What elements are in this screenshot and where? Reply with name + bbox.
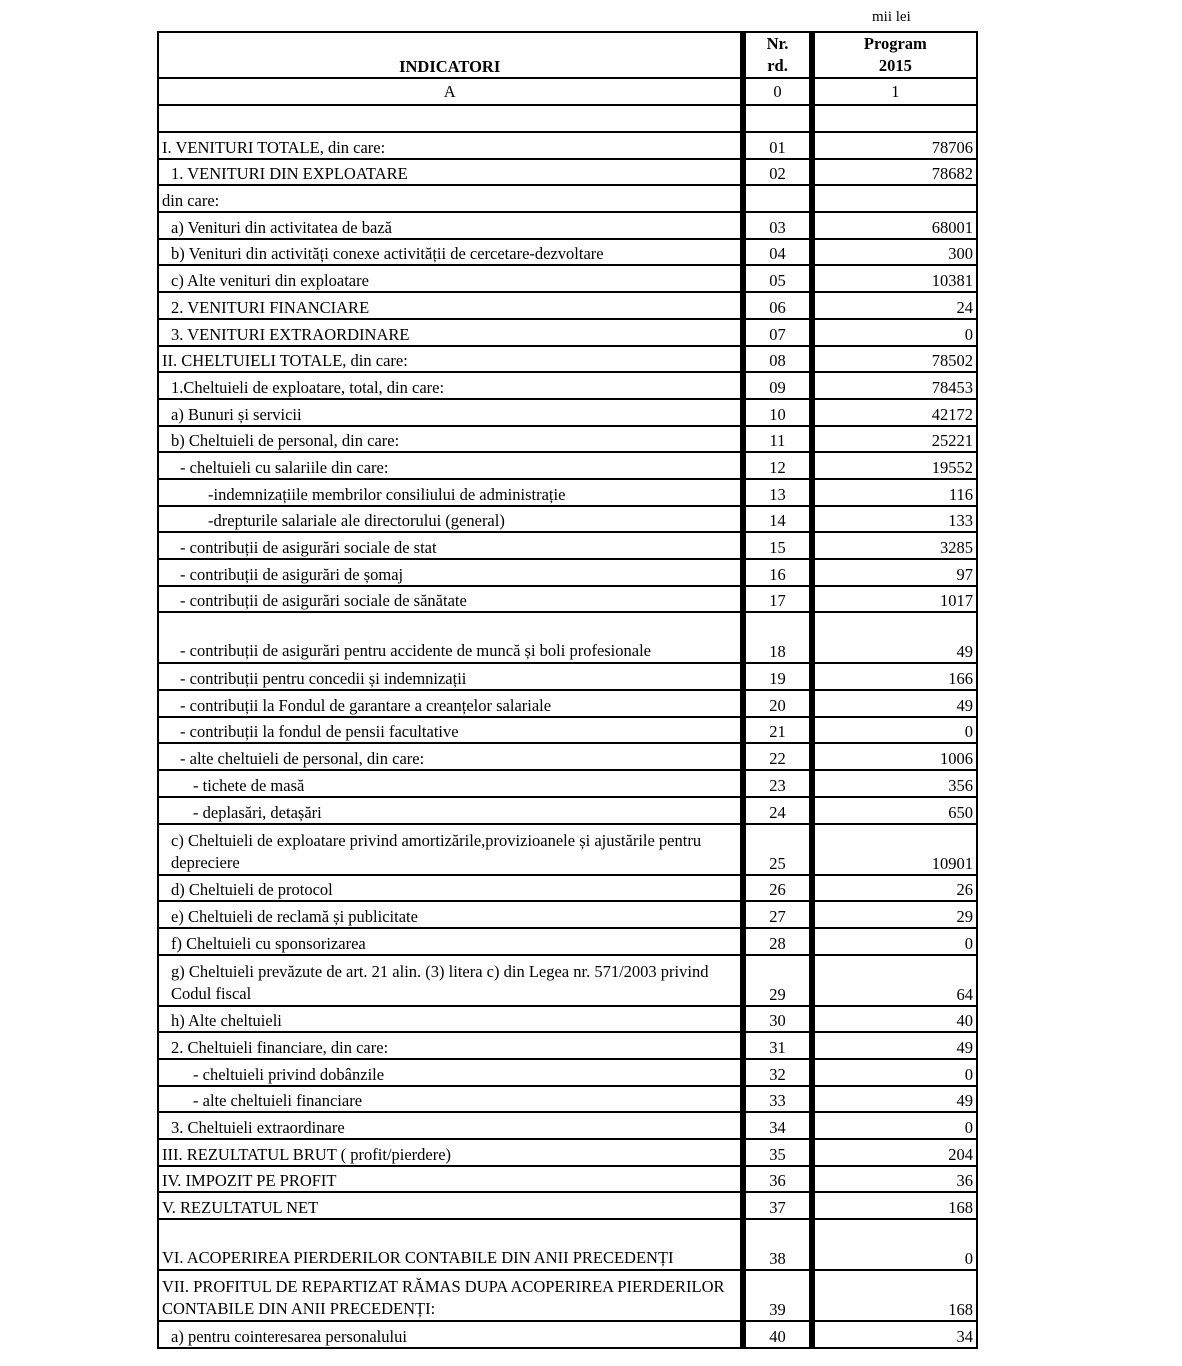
row-number: 21 xyxy=(745,717,810,744)
row-value: 356 xyxy=(813,770,977,797)
row-value: 650 xyxy=(813,797,977,824)
row-value: 34 xyxy=(813,1321,977,1348)
row-number: 10 xyxy=(745,399,810,426)
row-label: - cheltuieli privind dobânzile xyxy=(158,1059,742,1086)
row-value: 25221 xyxy=(813,426,977,453)
row-value: 3285 xyxy=(813,532,977,559)
row-number: 17 xyxy=(745,586,810,613)
table-row xyxy=(158,690,977,717)
table-row xyxy=(158,1166,977,1193)
row-value: 1017 xyxy=(813,586,977,613)
row-label: - cheltuieli cu salariile din care: xyxy=(158,452,742,479)
row-number: 15 xyxy=(745,532,810,559)
header-row xyxy=(158,32,977,78)
row-value: 78706 xyxy=(813,132,977,159)
header-nr-line2: rd. xyxy=(767,56,788,75)
row-number: 05 xyxy=(745,265,810,292)
row-label: - contribuții de asigurări pentru accidente de muncă și boli profesionale xyxy=(158,612,742,663)
table-row xyxy=(158,212,977,239)
row-value: 78502 xyxy=(813,346,977,373)
row-value: 42172 xyxy=(813,399,977,426)
row-number: 13 xyxy=(745,479,810,506)
row-value: 68001 xyxy=(813,212,977,239)
table-row xyxy=(158,532,977,559)
blank-cell xyxy=(813,105,977,132)
row-number: 35 xyxy=(745,1139,810,1166)
header-value-line1: Program xyxy=(863,34,927,53)
row-label: a) Venituri din activitatea de bază xyxy=(158,212,742,239)
row-value: 10901 xyxy=(813,824,977,875)
row-label: II. CHELTUIELI TOTALE, din care: xyxy=(158,346,742,373)
row-label: b) Venituri din activități conexe activității de cercetare-dezvoltare xyxy=(158,239,742,266)
row-value: 64 xyxy=(813,955,977,1006)
financial-table xyxy=(157,31,978,1349)
table-row xyxy=(158,770,977,797)
subheader-nr: 0 xyxy=(745,78,810,105)
row-value: 49 xyxy=(813,690,977,717)
row-number: 29 xyxy=(745,955,810,1006)
row-number: 02 xyxy=(745,159,810,186)
row-value xyxy=(813,185,977,212)
row-label: 2. VENITURI FINANCIARE xyxy=(158,292,742,319)
blank-row xyxy=(158,105,977,132)
table-row xyxy=(158,319,977,346)
row-number: 19 xyxy=(745,663,810,690)
row-number: 14 xyxy=(745,506,810,533)
unit-label: mii lei xyxy=(872,9,911,25)
row-value: 168 xyxy=(813,1192,977,1219)
row-number: 38 xyxy=(745,1219,810,1270)
row-label: c) Cheltuieli de exploatare privind amortizările,provizioanele și ajustările pentru depreciere xyxy=(158,824,742,875)
table-row xyxy=(158,159,977,186)
table-row xyxy=(158,1192,977,1219)
row-label: e) Cheltuieli de reclamă și publicitate xyxy=(158,901,742,928)
row-label: IV. IMPOZIT PE PROFIT xyxy=(158,1166,742,1193)
row-value: 300 xyxy=(813,239,977,266)
table-row xyxy=(158,399,977,426)
row-number: 32 xyxy=(745,1059,810,1086)
row-number: 27 xyxy=(745,901,810,928)
row-value: 40 xyxy=(813,1006,977,1033)
table-row xyxy=(158,479,977,506)
row-value: 133 xyxy=(813,506,977,533)
row-value: 0 xyxy=(813,928,977,955)
row-label: - contribuții pentru concedii și indemnizații xyxy=(158,663,742,690)
row-value: 24 xyxy=(813,292,977,319)
table-row xyxy=(158,1086,977,1113)
table-row xyxy=(158,1139,977,1166)
row-number: 22 xyxy=(745,743,810,770)
table-row xyxy=(158,132,977,159)
table-row xyxy=(158,955,977,1006)
table-row xyxy=(158,452,977,479)
row-number: 26 xyxy=(745,875,810,902)
table-row xyxy=(158,292,977,319)
row-number: 24 xyxy=(745,797,810,824)
row-value: 0 xyxy=(813,1059,977,1086)
row-number xyxy=(745,185,810,212)
table-row xyxy=(158,346,977,373)
row-value: 0 xyxy=(813,1219,977,1270)
subheader-row xyxy=(158,78,977,105)
row-number: 30 xyxy=(745,1006,810,1033)
row-value: 36 xyxy=(813,1166,977,1193)
blank-cell xyxy=(158,105,742,132)
table-row xyxy=(158,1059,977,1086)
row-value: 166 xyxy=(813,663,977,690)
row-label: 1. VENITURI DIN EXPLOATARE xyxy=(158,159,742,186)
row-number: 06 xyxy=(745,292,810,319)
row-label: d) Cheltuieli de protocol xyxy=(158,875,742,902)
row-label: 3. Cheltuieli extraordinare xyxy=(158,1112,742,1139)
row-value: 97 xyxy=(813,559,977,586)
row-label: - contribuții de asigurări sociale de sănătate xyxy=(158,586,742,613)
row-label: - deplasări, detașări xyxy=(158,797,742,824)
row-number: 25 xyxy=(745,824,810,875)
header-nr-line1: Nr. xyxy=(766,34,789,53)
table-row xyxy=(158,1270,977,1321)
table-row xyxy=(158,928,977,955)
row-number: 33 xyxy=(745,1086,810,1113)
row-number: 40 xyxy=(745,1321,810,1348)
row-label: V. REZULTATUL NET xyxy=(158,1192,742,1219)
row-label: VII. PROFITUL DE REPARTIZAT RĂMAS DUPA ACOPERIREA PIERDERILOR CONTABILE DIN ANII PRECEDENȚI: xyxy=(158,1270,742,1321)
row-value: 19552 xyxy=(813,452,977,479)
table-row xyxy=(158,875,977,902)
row-label: 2. Cheltuieli financiare, din care: xyxy=(158,1032,742,1059)
row-label: g) Cheltuieli prevăzute de art. 21 alin. (3) litera c) din Legea nr. 571/2003 privind Codul fiscal xyxy=(158,955,742,1006)
table-row xyxy=(158,1321,977,1348)
table-row xyxy=(158,797,977,824)
row-label: - contribuții la Fondul de garantare a creanțelor salariale xyxy=(158,690,742,717)
header-nr xyxy=(745,32,810,78)
row-label: I. VENITURI TOTALE, din care: xyxy=(158,132,742,159)
row-label: -indemnizațiile membrilor consiliului de administrație xyxy=(158,479,742,506)
row-number: 23 xyxy=(745,770,810,797)
row-number: 28 xyxy=(745,928,810,955)
row-label: - contribuții de asigurări sociale de stat xyxy=(158,532,742,559)
row-value: 78453 xyxy=(813,372,977,399)
table-row xyxy=(158,185,977,212)
row-number: 03 xyxy=(745,212,810,239)
table-row xyxy=(158,1006,977,1033)
subheader-indicator: A xyxy=(158,78,742,105)
row-value: 204 xyxy=(813,1139,977,1166)
row-value: 78682 xyxy=(813,159,977,186)
table-row xyxy=(158,372,977,399)
row-number: 09 xyxy=(745,372,810,399)
row-value: 0 xyxy=(813,319,977,346)
row-value: 1006 xyxy=(813,743,977,770)
row-label: - tichete de masă xyxy=(158,770,742,797)
row-number: 12 xyxy=(745,452,810,479)
table-row xyxy=(158,663,977,690)
table-row xyxy=(158,506,977,533)
row-label: - contribuții la fondul de pensii facultative xyxy=(158,717,742,744)
blank-cell xyxy=(745,105,810,132)
table-row xyxy=(158,586,977,613)
row-label: - contribuții de asigurări de șomaj xyxy=(158,559,742,586)
row-value: 0 xyxy=(813,1112,977,1139)
table-row xyxy=(158,824,977,875)
row-label: - alte cheltuieli de personal, din care: xyxy=(158,743,742,770)
row-value: 116 xyxy=(813,479,977,506)
row-value: 26 xyxy=(813,875,977,902)
table-row xyxy=(158,239,977,266)
subheader-value: 1 xyxy=(813,78,977,105)
row-label: b) Cheltuieli de personal, din care: xyxy=(158,426,742,453)
table-row xyxy=(158,1219,977,1270)
row-number: 01 xyxy=(745,132,810,159)
row-label: a) pentru cointeresarea personalului xyxy=(158,1321,742,1348)
row-number: 08 xyxy=(745,346,810,373)
row-value: 49 xyxy=(813,612,977,663)
table-row xyxy=(158,265,977,292)
row-number: 07 xyxy=(745,319,810,346)
table-row xyxy=(158,743,977,770)
row-number: 18 xyxy=(745,612,810,663)
table-row xyxy=(158,426,977,453)
table-row xyxy=(158,717,977,744)
row-number: 11 xyxy=(745,426,810,453)
header-indicator: INDICATORI xyxy=(158,32,742,78)
row-value: 29 xyxy=(813,901,977,928)
row-number: 39 xyxy=(745,1270,810,1321)
row-label: a) Bunuri și servicii xyxy=(158,399,742,426)
row-number: 31 xyxy=(745,1032,810,1059)
row-label: f) Cheltuieli cu sponsorizarea xyxy=(158,928,742,955)
row-label: c) Alte venituri din exploatare xyxy=(158,265,742,292)
table-row xyxy=(158,1112,977,1139)
row-value: 0 xyxy=(813,717,977,744)
table-row xyxy=(158,901,977,928)
row-number: 36 xyxy=(745,1166,810,1193)
header-value xyxy=(813,32,977,78)
row-label: h) Alte cheltuieli xyxy=(158,1006,742,1033)
header-value-line2: 2015 xyxy=(878,56,912,75)
row-label: din care: xyxy=(158,185,742,212)
row-number: 20 xyxy=(745,690,810,717)
row-label: -drepturile salariale ale directorului (general) xyxy=(158,506,742,533)
row-number: 37 xyxy=(745,1192,810,1219)
row-number: 04 xyxy=(745,239,810,266)
row-value: 49 xyxy=(813,1086,977,1113)
row-label: VI. ACOPERIREA PIERDERILOR CONTABILE DIN ANII PRECEDENȚI xyxy=(158,1219,742,1270)
table-row xyxy=(158,559,977,586)
table-row xyxy=(158,612,977,663)
row-label: 1.Cheltuieli de exploatare, total, din care: xyxy=(158,372,742,399)
table-row xyxy=(158,1032,977,1059)
row-number: 16 xyxy=(745,559,810,586)
row-value: 168 xyxy=(813,1270,977,1321)
row-label: - alte cheltuieli financiare xyxy=(158,1086,742,1113)
row-value: 49 xyxy=(813,1032,977,1059)
row-label: III. REZULTATUL BRUT ( profit/pierdere) xyxy=(158,1139,742,1166)
row-number: 34 xyxy=(745,1112,810,1139)
row-label: 3. VENITURI EXTRAORDINARE xyxy=(158,319,742,346)
row-value: 10381 xyxy=(813,265,977,292)
